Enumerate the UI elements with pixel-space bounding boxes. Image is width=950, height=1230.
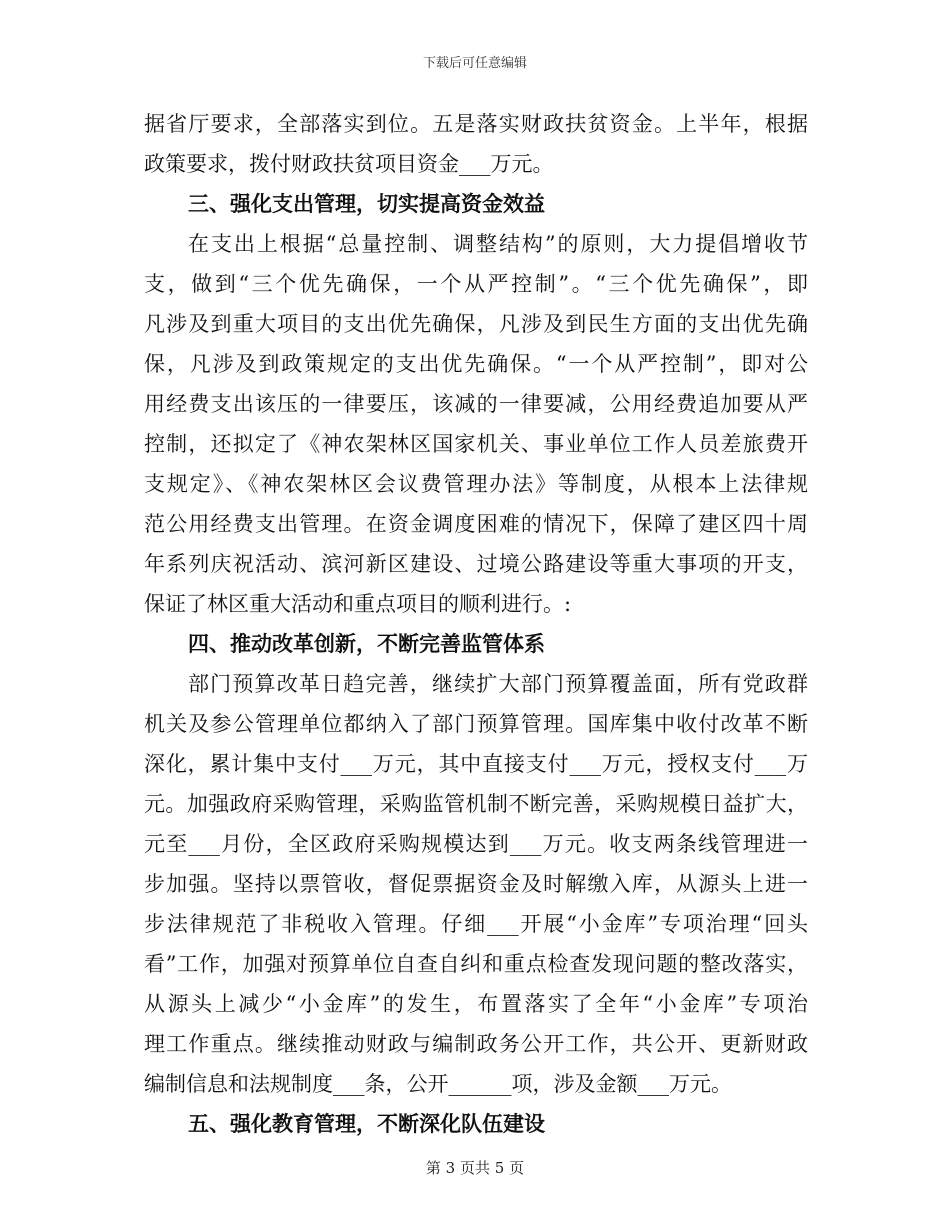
paragraph-line: 政策要求，拨付财政扶贫项目资金___万元。 bbox=[144, 152, 554, 176]
paragraph-line: 编制信息和法规制度___条，公开______项，涉及金额___万元。 bbox=[144, 1072, 732, 1096]
section-heading: 三、强化支出管理，切实提高资金效益 bbox=[188, 191, 545, 216]
paragraph-line: 支规定》、《神农架林区会议费管理办法》等制度，从根本上法律规 bbox=[144, 472, 808, 496]
paragraph-line: 凡涉及到重大项目的支出优先确保，凡涉及到民生方面的支出优先确 bbox=[144, 312, 808, 336]
page-header: 下载后可任意编辑 bbox=[422, 56, 527, 71]
paragraph-line: 用经费支出该压的一律要压，该减的一律要减，公用经费追加要从严 bbox=[144, 392, 808, 416]
page-footer: 第 3 页共 5 页 bbox=[425, 1159, 525, 1177]
paragraph-line: 从源头上减少“小金库”的发生，布置落实了全年“小金库”专项治 bbox=[144, 992, 808, 1016]
paragraph-line: 深化，累计集中支付___万元，其中直接支付___万元，授权支付___万 bbox=[144, 752, 808, 776]
paragraph-line: 理工作重点。继续推动财政与编制政务公开工作，共公开、更新财政 bbox=[144, 1032, 808, 1056]
paragraph-line: 机关及参公管理单位都纳入了部门预算管理。国库集中收付改革不断 bbox=[144, 712, 808, 736]
paragraph-line: 元至___月份，全区政府采购规模达到___万元。收支两条线管理进一 bbox=[144, 832, 808, 856]
paragraph-line: 保，凡涉及到政策规定的支出优先确保。“一个从严控制”，即对公 bbox=[144, 352, 808, 376]
paragraph-line: 步法律规范了非税收入管理。仔细___开展“小金库”专项治理“回头 bbox=[144, 912, 808, 936]
section-heading: 四、推动改革创新，不断完善监管体系 bbox=[188, 631, 545, 656]
paragraph-line: 元。加强政府采购管理，采购监管机制不断完善，采购规模日益扩大， bbox=[144, 792, 808, 816]
paragraph-line: 范公用经费支出管理。在资金调度困难的情况下，保障了建区四十周 bbox=[144, 512, 808, 536]
paragraph-line: 据省厅要求，全部落实到位。五是落实财政扶贫资金。上半年，根据 bbox=[144, 112, 808, 136]
paragraph-line: 支，做到“三个优先确保，一个从严控制”。“三个优先确保”，即 bbox=[144, 272, 808, 296]
paragraph-line: 部门预算改革日趋完善，继续扩大部门预算覆盖面，所有党政群 bbox=[188, 672, 808, 696]
paragraph-line: 控制，还拟定了《神农架林区国家机关、事业单位工作人员差旅费开 bbox=[144, 432, 808, 456]
paragraph-line: 年系列庆祝活动、滨河新区建设、过境公路建设等重大事项的开支， bbox=[144, 552, 808, 576]
paragraph-line: 在支出上根据“总量控制、调整结构”的原则，大力提倡增收节 bbox=[188, 232, 808, 256]
section-heading: 五、强化教育管理，不断深化队伍建设 bbox=[188, 1111, 545, 1136]
paragraph-line: 步加强。坚持以票管收，督促票据资金及时解缴入库，从源头上进一 bbox=[144, 872, 808, 896]
paragraph-line: 保证了林区重大活动和重点项目的顺利进行。: bbox=[144, 592, 572, 616]
document-body bbox=[144, 104, 808, 1144]
paragraph-line: 看”工作，加强对预算单位自查自纠和重点检查发现问题的整改落实， bbox=[144, 952, 808, 976]
